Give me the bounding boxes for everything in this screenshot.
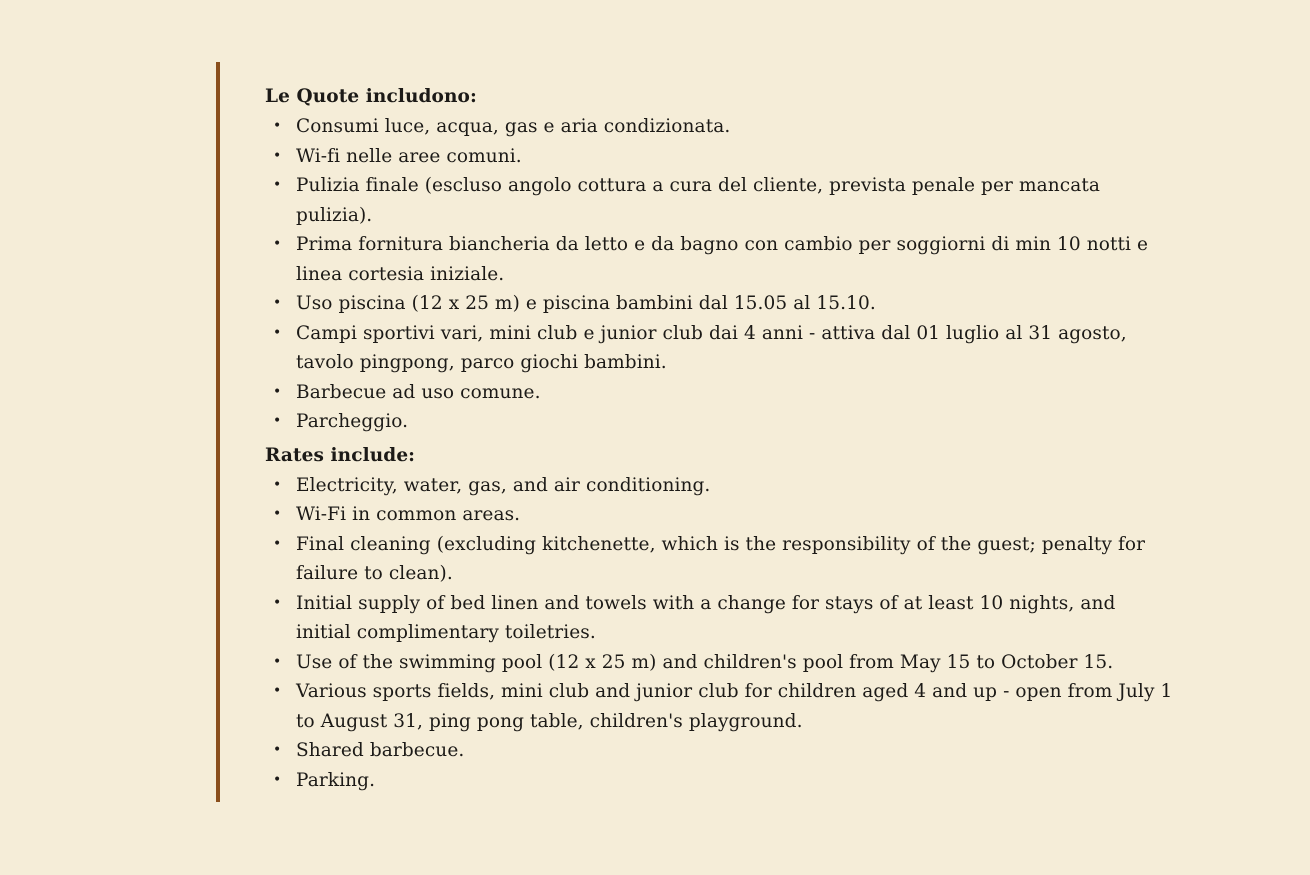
bullet-icon: • xyxy=(273,413,282,429)
bullet-icon: • xyxy=(273,295,282,311)
inclusions-list-english xyxy=(265,471,1176,796)
bullet-icon: • xyxy=(273,383,282,400)
list-item-text: Wi-Fi in common areas. xyxy=(296,504,521,525)
bullet-icon: • xyxy=(273,324,282,341)
list-item xyxy=(265,766,1176,796)
bullet-icon: • xyxy=(273,594,282,611)
list-item xyxy=(265,171,1176,230)
list-item xyxy=(265,648,1176,678)
list-item-text: Electricity, water, gas, and air conditioning. xyxy=(296,474,711,496)
list-item-text: Final cleaning (excluding kitchenette, which is the responsibility of the guest; penalty for failure to clean). xyxy=(296,533,1146,584)
list-item xyxy=(265,289,1176,319)
list-item-text: Shared barbecue. xyxy=(296,740,465,761)
list-item-text: Campi sportivi vari, mini club e junior club dai 4 anni - attiva dal 01 luglio al 31 agosto, tavolo pingpong, parco giochi bambini. xyxy=(296,322,1127,373)
list-item-text: Prima fornitura biancheria da letto e da bagno con cambio per soggiorni di min 10 notti e linea cortesia iniziale. xyxy=(296,234,1149,285)
section-heading-italian: Le Quote includono: xyxy=(265,86,477,107)
list-item xyxy=(265,589,1176,648)
section-heading-english: Rates include: xyxy=(265,444,416,466)
bullet-icon: • xyxy=(273,476,282,493)
list-item xyxy=(265,230,1176,289)
bullet-icon: • xyxy=(273,683,282,699)
list-item xyxy=(265,736,1176,766)
list-item xyxy=(265,530,1176,589)
list-item-text: Various sports fields, mini club and junior club for children aged 4 and up - open from July 1 to August 31, ping pong table, children's playground. xyxy=(296,681,1173,732)
list-item xyxy=(265,142,1176,172)
list-item-text: Pulizia finale (escluso angolo cottura a cura del cliente, prevista penale per mancata pulizia). xyxy=(296,175,1100,226)
list-item xyxy=(265,112,1176,142)
list-item xyxy=(265,471,1176,501)
bullet-icon: • xyxy=(273,236,282,252)
list-item xyxy=(265,677,1176,736)
inclusions-list-italian xyxy=(265,112,1176,437)
list-item-text: Use of the swimming pool (12 x 25 m) and children's pool from May 15 to October 15. xyxy=(296,651,1114,673)
list-item-text: Initial supply of bed linen and towels with a change for stays of at least 10 nights, and initial complimentary toiletries. xyxy=(296,592,1116,643)
list-item xyxy=(265,500,1176,530)
bullet-icon: • xyxy=(273,742,282,758)
list-item-text: Parcheggio. xyxy=(296,411,409,432)
rates-content-block xyxy=(216,62,1176,802)
bullet-icon: • xyxy=(273,147,282,164)
list-item xyxy=(265,407,1176,437)
bullet-icon: • xyxy=(273,535,282,552)
bullet-icon: • xyxy=(273,771,282,788)
list-item-text: Wi-fi nelle aree comuni. xyxy=(296,145,522,167)
list-item xyxy=(265,319,1176,378)
bullet-icon: • xyxy=(273,177,282,193)
bullet-icon: • xyxy=(273,653,282,670)
list-item-text: Uso piscina (12 x 25 m) e piscina bambini dal 15.05 al 15.10. xyxy=(296,293,876,314)
list-item-text: Parking. xyxy=(296,769,376,791)
list-item-text: Barbecue ad uso comune. xyxy=(296,381,541,403)
list-item xyxy=(265,378,1176,408)
bullet-icon: • xyxy=(273,118,282,134)
bullet-icon: • xyxy=(273,506,282,522)
list-item-text: Consumi luce, acqua, gas e aria condizionata. xyxy=(296,116,731,137)
